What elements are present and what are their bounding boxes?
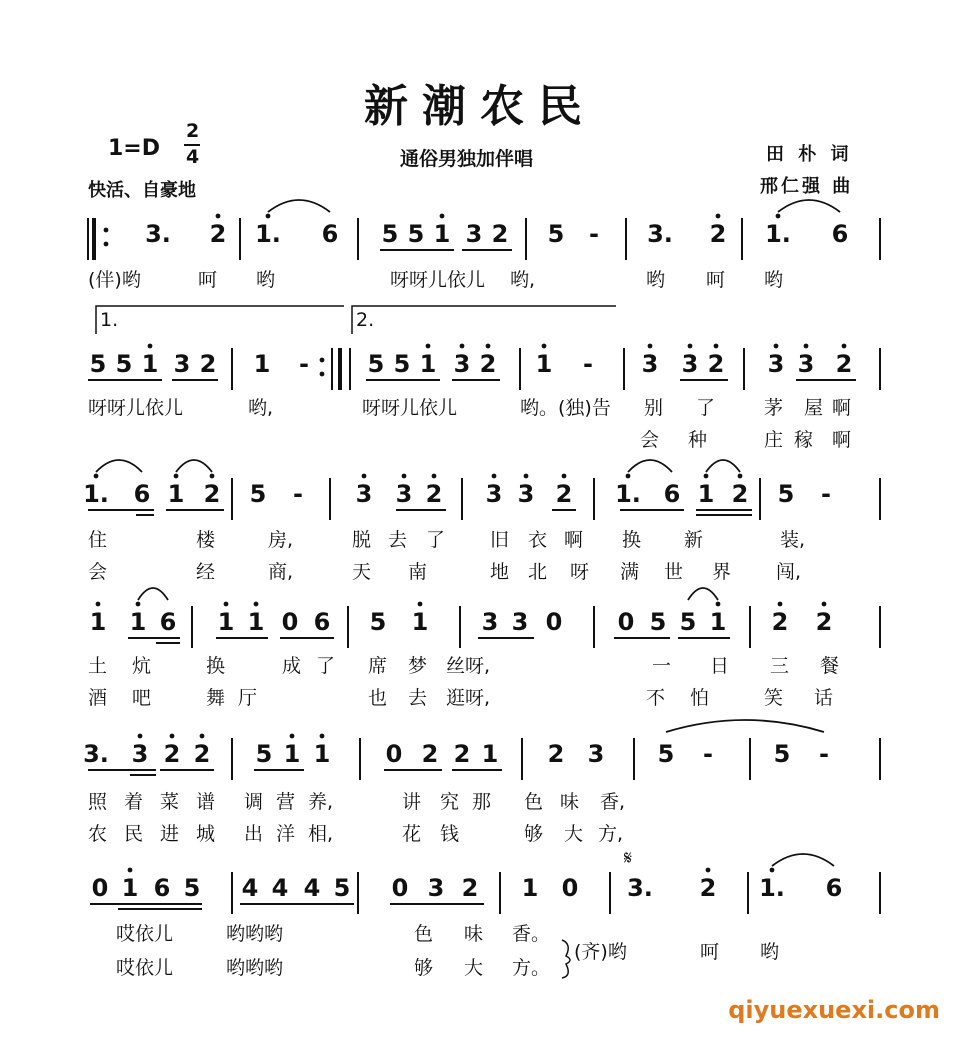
- system1-note: 2: [209, 220, 227, 248]
- slur-arc: [176, 460, 212, 472]
- system1-note: 2: [491, 220, 509, 248]
- system3-lyric: 南: [408, 561, 428, 583]
- system6-lyric: 哟: [760, 941, 780, 963]
- system4-note: 1: [217, 608, 235, 636]
- system2-note: 5: [367, 350, 385, 378]
- system3-note: 1: [697, 480, 715, 508]
- system5-note: 5: [773, 740, 791, 768]
- system4-lyric: 丝呀,: [446, 655, 491, 677]
- system4-note: 5: [679, 608, 697, 636]
- system5-lyric: 营: [276, 791, 296, 813]
- system2-lyric: 别: [644, 397, 664, 419]
- system4-note: 6: [159, 608, 177, 636]
- octave-dot-above: [290, 734, 295, 739]
- system5-lyric: 谱: [196, 791, 216, 813]
- system2-note: 5: [115, 350, 133, 378]
- system2-lyric: 了: [696, 397, 716, 419]
- tempo-marking: 快活、自豪地: [88, 180, 196, 201]
- system3-note: 6: [133, 480, 151, 508]
- system3-lyric: 新: [684, 529, 704, 551]
- system3-lyric: 满: [620, 561, 640, 583]
- system2-note: -: [583, 350, 593, 378]
- octave-dot-above: [738, 474, 743, 479]
- system2-lyric: 哟。(独)告: [520, 397, 611, 419]
- octave-dot-above: [138, 734, 143, 739]
- system5-note: -: [819, 740, 829, 768]
- system3-lyric: 房,: [268, 529, 294, 551]
- volta-1-bracket: [96, 306, 344, 334]
- system3-lyric: 天: [352, 561, 372, 583]
- slur-arc: [268, 200, 330, 212]
- system6-note: 2: [699, 874, 717, 902]
- system1-lyric: 哟,: [510, 269, 536, 291]
- octave-dot-above: [524, 474, 529, 479]
- system1-note: 3: [465, 220, 483, 248]
- octave-dot-above: [460, 344, 465, 349]
- system2-note: 3: [173, 350, 191, 378]
- system1-lyric: 呵: [706, 269, 726, 291]
- octave-dot-above: [216, 214, 221, 219]
- system2-note: 1: [141, 350, 159, 378]
- system3-note: -: [821, 480, 831, 508]
- octave-dot-above: [492, 474, 497, 479]
- system5-lyric: 城: [196, 823, 216, 845]
- octave-dot-above: [774, 344, 779, 349]
- system3-lyric: 去: [388, 529, 408, 551]
- octave-dot-above: [418, 602, 423, 607]
- system2-lyric: 稼: [794, 429, 814, 451]
- system5-lyric: 大: [564, 823, 584, 845]
- system3-lyric: 世: [664, 561, 684, 583]
- octave-dot-above: [562, 474, 567, 479]
- system4-note: 5: [369, 608, 387, 636]
- system4-note: 2: [815, 608, 833, 636]
- system2-note: 3: [453, 350, 471, 378]
- system6-lyric: 哟哟哟: [226, 957, 284, 979]
- system6-note: 0: [391, 874, 409, 902]
- system3-lyric: 住: [88, 529, 108, 551]
- system4-note: 1: [129, 608, 147, 636]
- octave-dot-above: [822, 602, 827, 607]
- octave-dot-above: [776, 214, 781, 219]
- system5-lyric: 那: [472, 791, 492, 813]
- octave-dot-above: [716, 602, 721, 607]
- genre-label: 通俗男独加伴唱: [400, 148, 534, 170]
- slur-arc: [772, 854, 834, 866]
- system5-lyric: 民: [124, 823, 144, 845]
- system2-lyric: 呀呀儿依儿: [88, 397, 184, 419]
- system5-lyric: 讲: [402, 791, 422, 813]
- octave-dot-above: [136, 602, 141, 607]
- system6-lyric: 色: [414, 923, 434, 945]
- octave-dot-above: [266, 214, 271, 219]
- system4-note: 1: [89, 608, 107, 636]
- system3-note: 5: [249, 480, 267, 508]
- system1-note: -: [589, 220, 599, 248]
- system4-lyric: 舞: [206, 687, 226, 709]
- system4-note: 3: [481, 608, 499, 636]
- system3-lyric: 换: [622, 529, 642, 551]
- system5-lyric: 农: [88, 823, 108, 845]
- octave-dot-above: [842, 344, 847, 349]
- system4-lyric: 厅: [238, 687, 258, 709]
- system2-note: 3: [797, 350, 815, 378]
- system1-lyric: 呵: [198, 269, 218, 291]
- system3-lyric: 了: [426, 529, 446, 551]
- system1-note: 5: [381, 220, 399, 248]
- octave-dot-above: [432, 474, 437, 479]
- system6-note: 4: [303, 874, 321, 902]
- slur-arc: [96, 460, 142, 472]
- system2-note: 3: [641, 350, 659, 378]
- system2-lyric: 屋: [804, 397, 824, 419]
- octave-dot-above: [778, 602, 783, 607]
- octave-dot-above: [254, 602, 259, 607]
- system2-note: 3: [681, 350, 699, 378]
- system3-note: -: [293, 480, 303, 508]
- system1-note: 5: [547, 220, 565, 248]
- system5-lyric: 色: [524, 791, 544, 813]
- octave-dot-above: [362, 474, 367, 479]
- system4-lyric: 话: [814, 687, 834, 709]
- system6-note: 6: [153, 874, 171, 902]
- system2-note: 5: [89, 350, 107, 378]
- system6-note: 5: [183, 874, 201, 902]
- system2-note: 2: [707, 350, 725, 378]
- system5-note: 1: [313, 740, 331, 768]
- system4-note: 1: [709, 608, 727, 636]
- system4-lyric: 成: [282, 655, 302, 677]
- time-signature-top: 2: [186, 120, 200, 142]
- system5-lyric: 味: [560, 791, 580, 813]
- system6-note: 4: [241, 874, 259, 902]
- system2-note: 5: [393, 350, 411, 378]
- system5-note: 2: [547, 740, 565, 768]
- system2-lyric: 啊: [832, 429, 852, 451]
- system4-note: 6: [313, 608, 331, 636]
- system3-note: 2: [731, 480, 749, 508]
- system2-note: 1: [253, 350, 271, 378]
- repeat-dot: [104, 242, 109, 247]
- system6-lyric: 方。: [512, 957, 551, 979]
- system6-note: 3.: [627, 874, 653, 902]
- system3-note: 5: [777, 480, 795, 508]
- system1-lyric: 哟: [764, 269, 784, 291]
- segno-sign: 𝄋: [623, 847, 633, 869]
- lyricist-credit: 田 朴 词: [766, 144, 853, 165]
- system3-lyric: 北: [528, 561, 548, 583]
- octave-dot-above: [770, 868, 775, 873]
- system1-note: 5: [407, 220, 425, 248]
- system3-lyric: 地: [490, 561, 510, 583]
- system3-lyric: 旧: [490, 529, 510, 551]
- system3-note: 2: [555, 480, 573, 508]
- system3-note: 3: [395, 480, 413, 508]
- system5-note: -: [703, 740, 713, 768]
- watermark-text: qiyuexuexi.com: [728, 996, 940, 1024]
- slur-arc: [778, 200, 840, 212]
- system6-note: 1.: [759, 874, 785, 902]
- octave-dot-above: [542, 344, 547, 349]
- system2-lyric: 哟,: [248, 397, 274, 419]
- system2-note: 2: [835, 350, 853, 378]
- system5-note: 0: [385, 740, 403, 768]
- system4-note: 1: [411, 608, 429, 636]
- system5-lyric: 究: [440, 791, 460, 813]
- octave-dot-above: [96, 602, 101, 607]
- slur-arc: [706, 460, 740, 472]
- system6-lyric: 哎依儿: [116, 957, 174, 979]
- system4-lyric: 土: [88, 655, 108, 677]
- system4-lyric: 也: [368, 687, 388, 709]
- system5-lyric: 钱: [440, 823, 460, 845]
- song-title: 新潮农民: [364, 81, 596, 132]
- octave-dot-above: [648, 344, 653, 349]
- slur-arc: [628, 460, 672, 472]
- system4-lyric: 逛呀,: [446, 687, 491, 709]
- system5-note: 2: [421, 740, 439, 768]
- octave-dot-above: [128, 868, 133, 873]
- system5-lyric: 养,: [308, 791, 334, 813]
- system4-lyric: 炕: [132, 655, 152, 677]
- octave-dot-above: [174, 474, 179, 479]
- system2-note: 3: [767, 350, 785, 378]
- system1-note: 1: [433, 220, 451, 248]
- system4-lyric: 一: [652, 655, 672, 677]
- system6-note: 5: [333, 874, 351, 902]
- system5-note: 2: [163, 740, 181, 768]
- system1-note: 3.: [647, 220, 673, 248]
- system2-lyric: 啊: [832, 397, 852, 419]
- system5-note: 3: [131, 740, 149, 768]
- system5-lyric: 照: [88, 791, 108, 813]
- system3-note: 1: [167, 480, 185, 508]
- system4-note: 1: [247, 608, 265, 636]
- system2-lyric: 会: [640, 429, 660, 451]
- slur-arc: [688, 588, 718, 600]
- octave-dot-above: [626, 474, 631, 479]
- system4-lyric: 餐: [820, 655, 840, 677]
- system4-note: 0: [545, 608, 563, 636]
- system5-lyric: 调: [244, 791, 264, 813]
- system5-lyric: 够: [524, 823, 544, 845]
- system2-note: 2: [479, 350, 497, 378]
- octave-dot-above: [426, 344, 431, 349]
- system6-note: 4: [271, 874, 289, 902]
- system5-lyric: 相,: [308, 823, 334, 845]
- octave-dot-above: [706, 868, 711, 873]
- system5-note: 5: [657, 740, 675, 768]
- system1-lyric: 呀呀儿依儿: [390, 269, 486, 291]
- system6-lyric: 香。: [512, 923, 551, 945]
- system3-lyric: 经: [196, 561, 216, 583]
- system5-lyric: 进: [160, 823, 180, 845]
- system1-note: 2: [709, 220, 727, 248]
- system3-note: 6: [663, 480, 681, 508]
- octave-dot-above: [224, 602, 229, 607]
- system5-lyric: 着: [124, 791, 144, 813]
- octave-dot-above: [486, 344, 491, 349]
- system3-note: 2: [203, 480, 221, 508]
- system2-lyric: 茅: [764, 397, 784, 419]
- system3-note: 1.: [83, 480, 109, 508]
- system5-lyric: 菜: [160, 791, 180, 813]
- right-brace: [562, 940, 570, 978]
- system3-lyric: 装,: [780, 529, 806, 551]
- system3-note: 3: [485, 480, 503, 508]
- system4-lyric: 席: [368, 655, 388, 677]
- system6-lyric: 大: [464, 957, 484, 979]
- system4-lyric: 了: [316, 655, 336, 677]
- system5-note: 1: [481, 740, 499, 768]
- system6-note: 3: [427, 874, 445, 902]
- repeat-dot: [320, 372, 325, 377]
- key-signature: 1=D: [108, 136, 161, 161]
- system1-lyric: (伴)哟: [88, 269, 141, 291]
- system5-note: 2: [453, 740, 471, 768]
- system3-note: 2: [425, 480, 443, 508]
- system6-note: 0: [91, 874, 109, 902]
- system6-lyric: 够: [414, 957, 434, 979]
- repeat-dot: [104, 228, 109, 233]
- system2-lyric: 呀呀儿依儿: [362, 397, 458, 419]
- time-signature-bottom: 4: [186, 146, 200, 168]
- octave-dot-above: [704, 474, 709, 479]
- system4-lyric: 笑: [764, 687, 784, 709]
- system4-note: 2: [771, 608, 789, 636]
- system3-lyric: 商,: [268, 561, 294, 583]
- system3-lyric: 衣: [528, 529, 548, 551]
- system2-note: 1: [535, 350, 553, 378]
- system1-note: 3.: [145, 220, 171, 248]
- system4-lyric: 去: [408, 687, 428, 709]
- repeat-dot: [320, 358, 325, 363]
- system5-lyric: 洋: [276, 823, 296, 845]
- system3-lyric: 闯,: [776, 561, 802, 583]
- system4-lyric: 怕: [690, 687, 710, 709]
- system5-note: 2: [193, 740, 211, 768]
- system4-note: 5: [649, 608, 667, 636]
- system6-lyric: 哎依儿: [116, 923, 174, 945]
- system4-lyric: 三: [770, 655, 790, 677]
- system1-note: 1.: [255, 220, 281, 248]
- system6-lyric: 味: [464, 923, 484, 945]
- system4-note: 0: [281, 608, 299, 636]
- octave-dot-above: [688, 344, 693, 349]
- system4-lyric: 日: [710, 655, 730, 677]
- system6-note: 2: [461, 874, 479, 902]
- system6-note: 1: [121, 874, 139, 902]
- volta-2-bracket: [352, 306, 616, 334]
- system5-note: 3.: [83, 740, 109, 768]
- system6-note: 1: [521, 874, 539, 902]
- system3-note: 3: [355, 480, 373, 508]
- system5-note: 5: [255, 740, 273, 768]
- system1-lyric: 哟: [646, 269, 666, 291]
- system6-note: 6: [825, 874, 843, 902]
- system5-note: 3: [587, 740, 605, 768]
- system5-lyric: 花: [402, 823, 422, 845]
- composer-credit: 邢仁强 曲: [760, 176, 854, 197]
- system2-note: 2: [199, 350, 217, 378]
- system5-lyric: 出: [244, 823, 264, 845]
- octave-dot-above: [148, 344, 153, 349]
- system6-lyric: 哟哟哟: [226, 923, 284, 945]
- system6-lyric: (齐)哟: [574, 941, 627, 963]
- octave-dot-above: [804, 344, 809, 349]
- volta-1-label: 1.: [100, 309, 119, 331]
- octave-dot-above: [716, 214, 721, 219]
- octave-dot-above: [714, 344, 719, 349]
- system2-note: 1: [419, 350, 437, 378]
- system2-lyric: 种: [688, 429, 708, 451]
- octave-dot-above: [402, 474, 407, 479]
- system3-lyric: 界: [712, 561, 732, 583]
- system3-note: 3: [517, 480, 535, 508]
- system4-note: 3: [511, 608, 529, 636]
- system2-lyric: 庄: [764, 429, 784, 451]
- system6-note: 0: [561, 874, 579, 902]
- system4-lyric: 换: [206, 655, 226, 677]
- octave-dot-above: [200, 734, 205, 739]
- system4-lyric: 吧: [132, 687, 152, 709]
- system5-lyric: 香,: [600, 791, 626, 813]
- system4-lyric: 不: [646, 687, 666, 709]
- system3-lyric: 呀: [570, 561, 590, 583]
- system3-lyric: 楼: [196, 529, 216, 551]
- octave-dot-above: [170, 734, 175, 739]
- slur-arc: [138, 588, 168, 600]
- system3-note: 1.: [615, 480, 641, 508]
- octave-dot-above: [210, 474, 215, 479]
- system1-note: 6: [831, 220, 849, 248]
- system5-lyric: 方,: [598, 823, 624, 845]
- octave-dot-above: [440, 214, 445, 219]
- system3-lyric: 会: [88, 561, 108, 583]
- octave-dot-above: [320, 734, 325, 739]
- system1-note: 1.: [765, 220, 791, 248]
- system4-lyric: 梦: [408, 655, 428, 677]
- system3-lyric: 脱: [352, 529, 372, 551]
- octave-dot-above: [94, 474, 99, 479]
- system5-note: 1: [283, 740, 301, 768]
- system3-lyric: 啊: [564, 529, 584, 551]
- system4-lyric: 酒: [88, 687, 108, 709]
- volta-2-label: 2.: [356, 309, 375, 331]
- system1-note: 6: [321, 220, 339, 248]
- system4-note: 0: [617, 608, 635, 636]
- slur-arc: [666, 720, 824, 732]
- system6-lyric: 呵: [700, 941, 720, 963]
- system1-lyric: 哟: [256, 269, 276, 291]
- system2-note: -: [299, 350, 309, 378]
